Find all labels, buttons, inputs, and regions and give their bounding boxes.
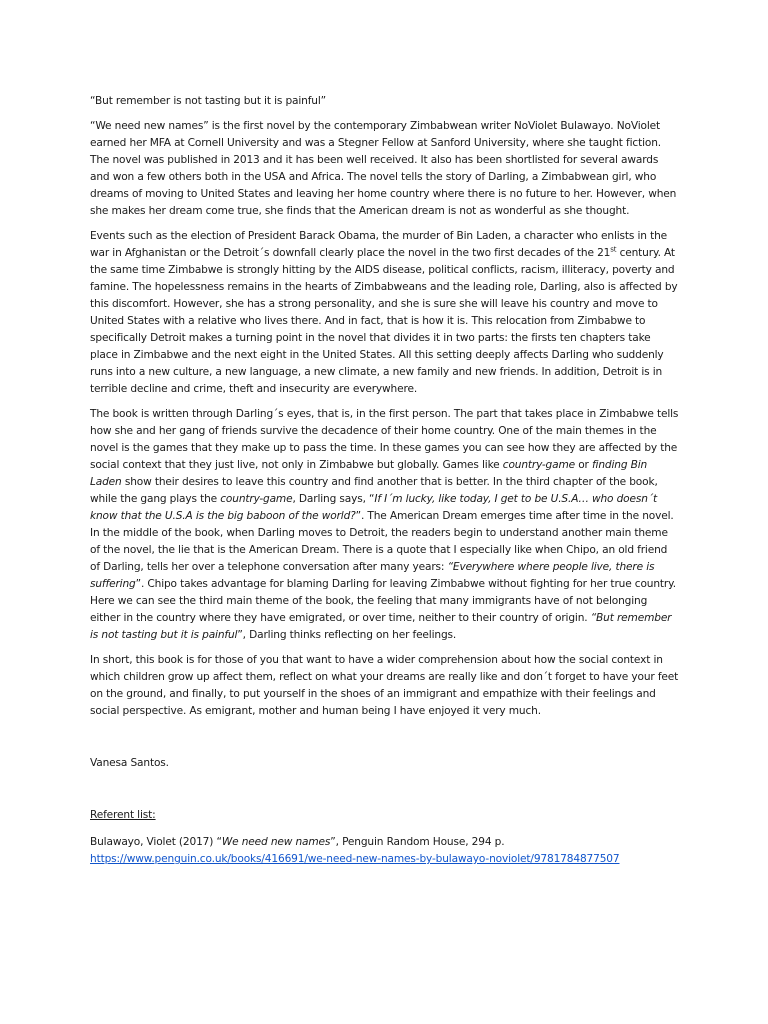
reference-text-a: Bulawayo, Violet (2017) “ [90, 836, 222, 848]
paragraph-themes [90, 406, 680, 644]
author-signature: Vanesa Santos. [90, 757, 169, 769]
references-heading: Referent list: [90, 809, 156, 821]
reference-text-b: ”, Penguin Random House, 294 p. [330, 836, 505, 848]
themes-text-1: The book is written through Darling´s eyes, that is, in the first person. The part that takes place in Zimbabwe tells how she and her gang of friends survive the decadence of their home country. One of the main themes in the novel is the games that they make up to pass the time. In these games you can see how they are affected by the social context that they just live, not only in Zimbabwe but globally. Games like [90, 408, 679, 471]
reference-link[interactable]: https://www.penguin.co.uk/books/416691/we-need-new-names-by-bulawayo-noviolet/9781784877507 [90, 853, 620, 865]
themes-italic-quote-painful: “But remember is not tasting but it is painful [90, 612, 672, 641]
themes-italic-quote-usa: If I´m lucky, like today, I get to be U.S.A… who doesn´t know that the U.S.A is the big baboon of the world? [90, 493, 657, 522]
opening-quote: “But remember is not tasting but it is painful” [90, 95, 326, 107]
themes-italic-country-game-2: country-game [220, 493, 293, 505]
themes-text-7: ”, Darling thinks reflecting on her feelings. [237, 629, 457, 641]
paragraph-setting-text-b: century. At the same time Zimbabwe is strongly hitting by the AIDS disease, political conflicts, racism, illiteracy, poverty and famine. The hopelessness remains in the hearts of Zimbabweans and the leading role, Darling, also is affected by this discomfort. However, she has a strong personality, and she is sure she will leave his country and move to United States with a relative who lives there. And in fact, that is how it is. This relocation from Zimbabwe to specifically Detroit makes a turning point in the novel that divides it in two parts: the firsts ten chapters take place in Zimbabwe and the next eight in the United States. All this setting deeply affects Darling who suddenly runs into a new culture, a new language, a new climate, a new family and new friends. In addition, Detroit is in terrible decline and crime, theft and insecurity are everywhere. [90, 247, 678, 395]
paragraph-setting [90, 228, 680, 398]
paragraph-conclusion: In short, this book is for those of you that want to have a wider comprehension about how the social context in which children grow up affect them, reflect on what your dreams are really like and don´t forget to have your feet on the ground, and finally, to put yourself in the shoes of an immigrant and empathize with their feelings and social perspective. As emigrant, mother and human being I have enjoyed it very much. [90, 654, 679, 717]
themes-text-2: or [574, 459, 592, 471]
themes-italic-country-game: country-game [502, 459, 575, 471]
paragraph-setting-text-a: Events such as the election of President Barack Obama, the murder of Bin Laden, a character who enlists in the war in Afghanistan or the Detroit´s downfall clearly place the novel in the two first decades of the 21 [90, 230, 668, 259]
themes-italic-finding-bin-laden: finding Bin Laden [90, 459, 648, 488]
themes-text-5: ”. The American Dream emerges time after time in the novel. In the middle of the book, when Darling moves to Detroit, the readers begin to understand another main theme of the novel, the lie that is the American Dream. There is a quote that I especially like when Chipo, an old friend of Darling, tells her over a telephone conversation after many years: [90, 510, 674, 573]
document-page [90, 93, 680, 868]
themes-italic-quote-suffering: “Everywhere where people live, there is suffering [90, 561, 655, 590]
themes-text-6: ”. Chipo takes advantage for blaming Darling for leaving Zimbabwe without fighting for her true country. Here we can see the third main theme of the book, the feeling that many immigrants have of not belonging either in the country where they have emigrated, or over time, neither to their country of origin. [90, 578, 676, 624]
themes-text-3: show their desires to leave this country and find another that is better. In the third chapter of the book, while the gang plays the [90, 476, 658, 505]
reference-title-italic: We need new names [221, 836, 331, 848]
reference-entry [90, 834, 680, 868]
paragraph-introduction: “We need new names” is the first novel by the contemporary Zimbabwean writer NoViolet Bulawayo. NoViolet earned her MFA at Cornell University and was a Stegner Fellow at Sanford University, where she taught fiction. The novel was published in 2013 and it has been well received. It also has been shortlisted for several awards and won a few others both in the USA and Africa. The novel tells the story of Darling, a Zimbabwean girl, who dreams of moving to United States and leaving her home country where there is no future to her. However, when she makes her dream come true, she finds that the American dream is not as wonderful as she thought. [90, 120, 677, 217]
ordinal-superscript: st [610, 245, 617, 254]
themes-text-4: , Darling says, “ [292, 493, 375, 505]
